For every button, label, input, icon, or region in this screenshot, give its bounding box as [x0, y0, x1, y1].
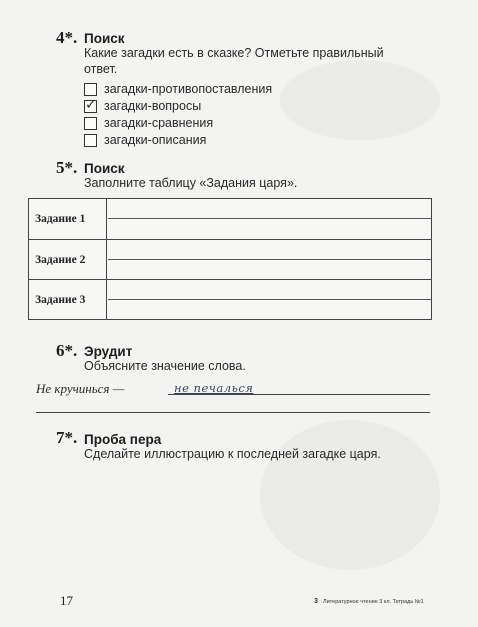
check-mark-icon: ✓ [85, 97, 97, 113]
footer-note: Литературное чтение 3 кл. Тетрадь №1 [323, 599, 424, 605]
task7-instruction: Сделайте иллюстрацию к последней загадке царя. [84, 447, 381, 461]
option-label: загадки-описания [104, 133, 207, 147]
handwritten-answer: не печалься [174, 381, 254, 395]
checkbox[interactable] [84, 117, 97, 130]
answer-line[interactable] [108, 259, 431, 260]
table-row [29, 199, 431, 239]
answer-line[interactable] [168, 394, 430, 395]
answer-line[interactable] [108, 299, 431, 300]
option-label: загадки-сравнения [104, 116, 214, 130]
checkbox[interactable] [84, 83, 97, 96]
task5-number: 5*. [56, 158, 78, 177]
option-label: загадки-противопоставления [104, 82, 273, 96]
task4-question-line1: Какие загадки есть в сказке? Отметьте правильный [84, 46, 384, 60]
option-row[interactable] [84, 82, 324, 98]
task4-title: Поиск [84, 31, 125, 46]
illustration-area[interactable] [36, 468, 436, 588]
option-row[interactable] [84, 133, 324, 149]
task4-question-line2: ответ. [84, 62, 118, 76]
page-number: 17 [60, 593, 73, 608]
task7-title: Проба пера [84, 432, 162, 447]
phrase-label: Не кручинься — [36, 381, 125, 396]
option-row[interactable] [84, 99, 324, 115]
task5-instruction: Заполните таблицу «Задания царя». [84, 176, 298, 190]
task6-title: Эрудит [84, 344, 133, 359]
task6-number: 6*. [56, 341, 78, 360]
answer-line[interactable] [108, 218, 431, 219]
table-row [29, 279, 431, 320]
checkbox-checked[interactable] [84, 97, 97, 113]
answer-line[interactable] [36, 412, 430, 413]
task6-instruction: Объясните значение слова. [84, 359, 246, 373]
option-row[interactable] [84, 116, 324, 132]
task4-number: 4*. [56, 28, 78, 47]
table-row-label: Задание 1 [29, 199, 107, 239]
tsar-tasks-table [28, 198, 432, 320]
footer-note-number: 3 [314, 598, 318, 605]
task7-number: 7*. [56, 428, 78, 447]
table-row [29, 239, 431, 280]
checkbox[interactable] [84, 134, 97, 147]
table-row-label: Задание 3 [29, 280, 107, 320]
option-label: загадки-вопросы [104, 99, 202, 113]
task5-title: Поиск [84, 161, 125, 176]
table-row-label: Задание 2 [29, 240, 107, 280]
